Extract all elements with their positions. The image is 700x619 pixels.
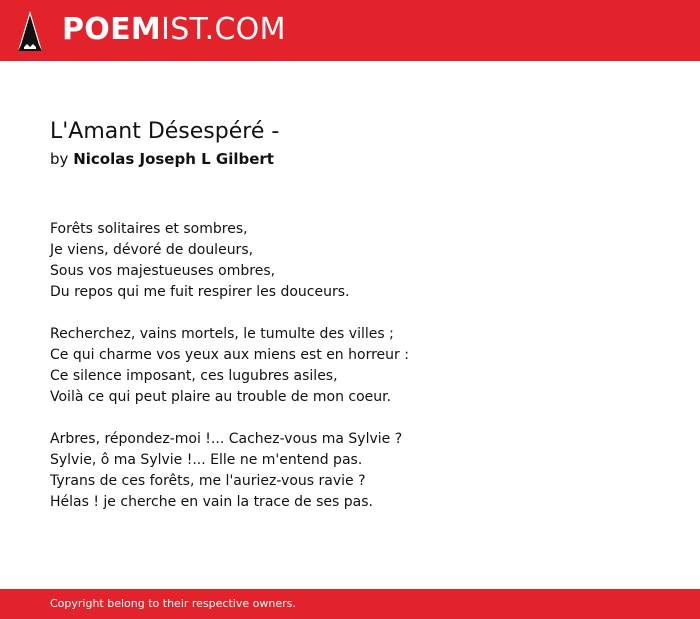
poem-body xyxy=(50,219,670,513)
logo-text-light: IST.COM xyxy=(161,12,286,47)
poem-stanza xyxy=(50,429,670,513)
copyright-notice: Copyright belong to their respective owners. xyxy=(50,597,296,610)
poem-line: Ce silence imposant, ces lugubres asiles, xyxy=(50,368,338,384)
pencil-icon[interactable] xyxy=(17,10,43,52)
poem-line: Je viens, dévoré de douleurs, xyxy=(50,242,254,258)
poem-byline xyxy=(50,149,274,169)
poem-line: Du repos qui me fuit respirer les douceurs. xyxy=(50,284,350,300)
poem-line: Ce qui charme vos yeux aux miens est en horreur : xyxy=(50,347,409,363)
poem-line: Hélas ! je cherche en vain la trace de ses pas. xyxy=(50,494,373,510)
poem-stanza xyxy=(50,219,670,303)
site-footer xyxy=(0,589,700,619)
site-header xyxy=(0,0,700,61)
poem-line: Forêts solitaires et sombres, xyxy=(50,221,248,237)
poem-author: Nicolas Joseph L Gilbert xyxy=(73,150,274,168)
poem-line: Arbres, répondez-moi !... Cachez-vous ma Sylvie ? xyxy=(50,431,403,447)
poem-line: Voilà ce qui peut plaire au trouble de mon coeur. xyxy=(50,389,392,405)
poem-stanza xyxy=(50,324,670,408)
poem-line: Recherchez, vains mortels, le tumulte des villes ; xyxy=(50,326,394,342)
logo-text-bold: POEM xyxy=(62,12,162,47)
site-logo[interactable] xyxy=(62,12,286,48)
poem-title: L'Amant Désespéré - xyxy=(50,119,280,144)
poem-line: Tyrans de ces forêts, me l'auriez-vous ravie ? xyxy=(50,473,366,489)
poem-line: Sous vos majestueuses ombres, xyxy=(50,263,276,279)
poem-line: Sylvie, ô ma Sylvie !... Elle ne m'entend pas. xyxy=(50,452,363,468)
by-label: by xyxy=(50,150,69,168)
